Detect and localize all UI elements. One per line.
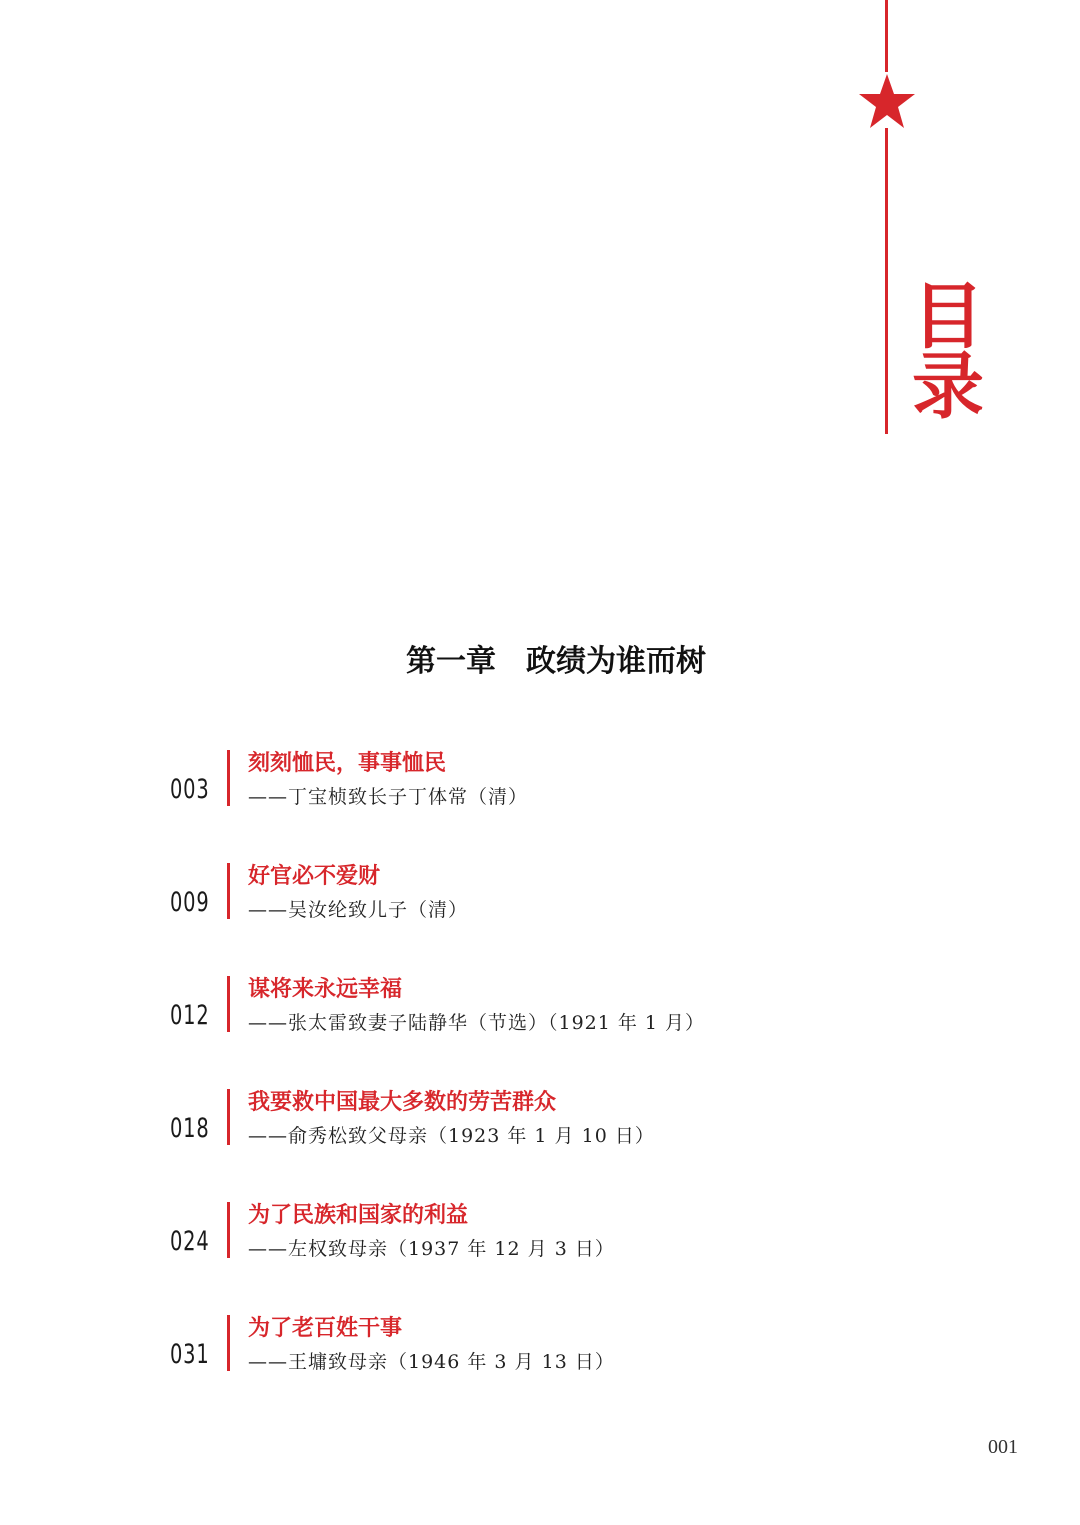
toc-entry-title: 为了民族和国家的利益: [248, 1202, 469, 1228]
toc-entry-page: 003: [170, 774, 210, 805]
toc-entry-subtitle: ——张太雷致妻子陆静华（节选）（1921 年 1 月）: [248, 1012, 706, 1034]
toc-entry[interactable]: [0, 1309, 1080, 1422]
toc-entry-divider: [227, 1315, 230, 1371]
toc-entry-title: 为了老百姓干事: [248, 1315, 403, 1341]
toc-entry-divider: [227, 1089, 230, 1145]
toc-entry-divider: [227, 863, 230, 919]
red-vertical-rule-bottom: [885, 128, 888, 434]
chapter-heading: 第一章 政绩为谁而树: [406, 644, 706, 679]
toc-entry-divider: [227, 976, 230, 1032]
toc-entry-list: [0, 744, 1080, 1422]
toc-entry[interactable]: [0, 1196, 1080, 1309]
toc-entry[interactable]: [0, 1083, 1080, 1196]
toc-entry-subtitle: ——丁宝桢致长子丁体常（清）: [248, 786, 529, 808]
red-vertical-rule-top: [885, 0, 888, 72]
toc-entry-page: 024: [170, 1226, 210, 1257]
toc-entry-page: 031: [170, 1339, 210, 1370]
toc-entry[interactable]: [0, 970, 1080, 1083]
star-icon: [857, 72, 917, 130]
toc-entry[interactable]: [0, 744, 1080, 857]
toc-entry-title: 好官必不爱财: [248, 863, 381, 889]
page-number: 001: [988, 1436, 1018, 1458]
toc-entry-divider: [227, 1202, 230, 1258]
toc-entry-subtitle: ——王墉致母亲（1946 年 3 月 13 日）: [248, 1351, 615, 1373]
toc-entry-page: 012: [170, 1000, 210, 1031]
toc-entry-page: 018: [170, 1113, 210, 1144]
toc-entry-subtitle: ——俞秀松致父母亲（1923 年 1 月 10 日）: [248, 1125, 655, 1147]
toc-entry[interactable]: [0, 857, 1080, 970]
toc-entry-divider: [227, 750, 230, 806]
toc-entry-subtitle: ——左权致母亲（1937 年 12 月 3 日）: [248, 1238, 615, 1260]
toc-entry-title: 我要救中国最大多数的劳苦群众: [248, 1089, 557, 1115]
toc-title: 目录: [900, 278, 984, 418]
toc-entry-subtitle: ——吴汝纶致儿子（清）: [248, 899, 469, 921]
toc-entry-page: 009: [170, 887, 210, 918]
toc-entry-title: 谋将来永远幸福: [248, 976, 403, 1002]
toc-entry-title: 刻刻恤民，事事恤民: [248, 750, 447, 776]
